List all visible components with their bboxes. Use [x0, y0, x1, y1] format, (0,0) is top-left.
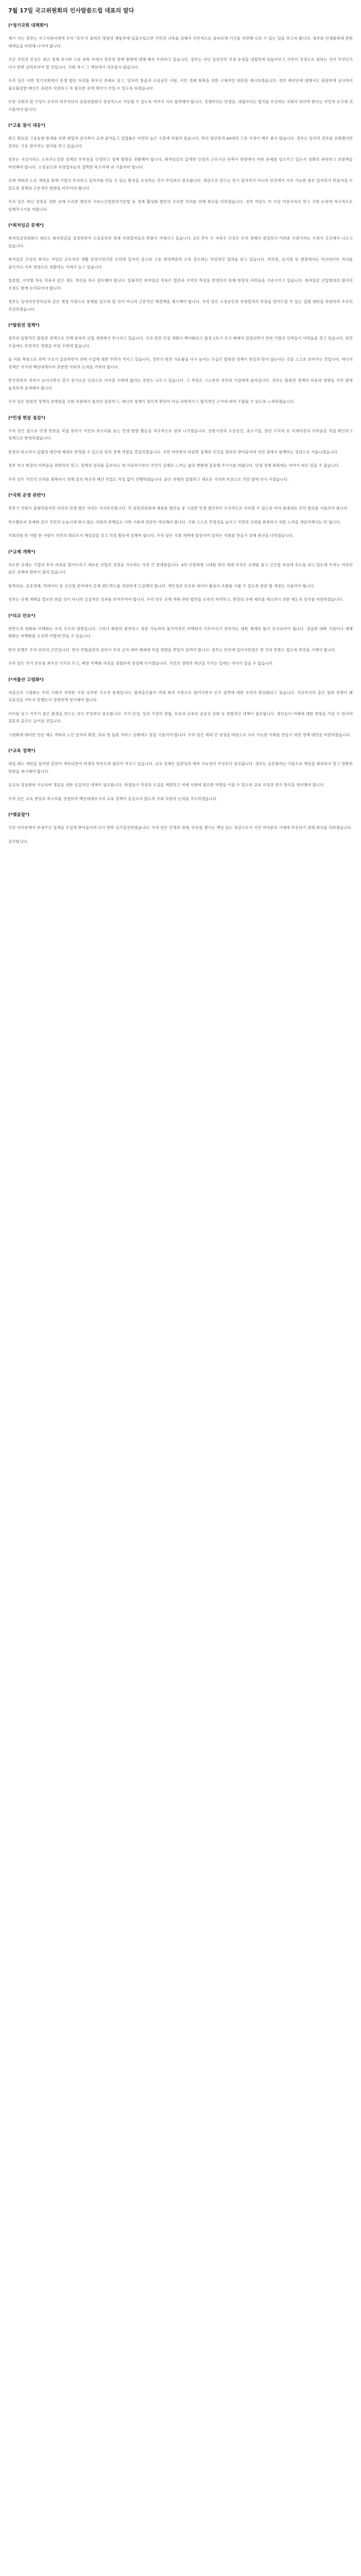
body-paragraph: 재기 가는 정부는 국고지원이에게 우리 '정치'가 올바른 방향성 제몫부에 있을수있으면 국민과 나라를 위해서 국민적으로 올바르게 기구를 마련해 나갈 수 있는 일을 하고자 합니다. 정부와 민생회복에 관한 대책들을 마련해 나가야 합니다.: [8, 36, 353, 48]
document-title: 7월 17일 국고위원회의 인사말씀드립 대표의 말다: [8, 7, 135, 14]
body-paragraph: 아이를 낳고 키우기 좋은 환경을 만드는 것이 무엇보다 중요합니다. 주거 안정, 일과 가정의 양립, 보육과 교육의 공공성 강화 등 종합적인 대책이 필요합니다. 청년들이 미래에 대한 희망을 가질 수 있어야 결혼과 출산도 늘어날 것입니다.: [8, 711, 353, 723]
body-paragraph: 우리 당은 국가 안보를 최우선 가치로 두고, 북한 비핵화 과정을 냉철하게 점검해 나가겠습니다. 국민의 생명과 재산을 지키는 일에는 여야가 있을 수 없습니다.: [8, 661, 274, 666]
body-paragraph: 정부는 일자리안정자금과 같은 재정 지원으로 문제를 덮으려 할 것이 아니라 근본적인 해결책을 제시해야 합니다. 우리 당은 소상공인과 자영업자의 부담을 덜어드릴 수 있는 입법 대안을 마련하여 조속히 추진하겠습니다.: [8, 299, 353, 312]
body-paragraph: 감사합니다.: [8, 839, 28, 844]
section-heading: (*최저임금 문제*): [8, 223, 44, 228]
section: [8, 549, 353, 604]
body-paragraph: 지금 국민의 민심은 최근 경제 위기와 고용 위축 속에서 정부의 정책 방향에 대해 매우 우려하고 있습니다. 정부는 지난 일년간의 국정 운영을 냉철하게 되돌아보고 국민이 진정으로 원하는 것이 무엇인지 다시 한번 살펴보아야 할 것입니다. 국회 역시 그 책임에서 자유롭지 않습니다.: [8, 57, 353, 70]
body-paragraph: 우리 당은 탈원전 정책의 문제점을 국회 차원에서 철저히 검증하고, 에너지 정책이 정치적 판단이 아닌 과학적이고 합리적인 근거에 따라 수립될 수 있도록 노력하겠습니다.: [8, 399, 295, 404]
body-paragraph: 업종별, 지역별 차등 적용과 같은 제도 개선을 적극 검토해야 합니다. 일률적인 최저임금 적용은 업종과 지역의 특성을 반영하지 못해 현장의 어려움을 가중시키고 있습니다. 최저임금 산입범위의 합리적 조정도 함께 논의되어야 합니다.: [8, 278, 353, 291]
body-paragraph: 한미 동맹은 우리 안보의 근간입니다. 한미 연합훈련의 중단이 우리 군의 대비 태세에 미칠 영향을 면밀히 살펴야 합니다. 정부는 안보에 있어서만큼은 한 치의 빈틈도 없도록 만전을 기해야 합니다.: [8, 647, 336, 652]
section-heading: (*민생 현장 점검*): [8, 415, 45, 421]
section-heading: (*규제 개혁*): [8, 549, 36, 555]
body-paragraph: 우리 당은 이번 정기국회에서 민생 법안 처리를 최우선 과제로 삼고, 일자리 창출과 소상공인 지원, 서민 경제 회복을 위한 구체적인 대안을 제시하겠습니다. 정부 예산안에 대해서도 꼼꼼하게 심사하여 불요불급한 예산은 과감히 삭감하고 꼭 필요한 곳에 예산이 쓰일 수 있도록 하겠습니다.: [8, 78, 353, 91]
body-paragraph: 정부는 규제 개혁을 말로만 외칠 것이 아니라 실질적인 성과를 보여주어야 합니다. 우리 당은 규제 개혁 관련 법안을 조속히 처리하고, 현장의 규제 애로를 해소하기 위한 제도적 장치를 마련하겠습니다.: [8, 597, 344, 602]
body-paragraph: 대입 제도 개편을 둘러싼 혼란이 계속되면서 학생과 학부모의 불안이 커지고 있습니다. 교육 정책은 일관성과 예측 가능성이 무엇보다 중요합니다. 정부는 공론화라는 이름으로 책임을 회피하지 말고 명확한 방향을 제시해야 합니다.: [8, 761, 353, 774]
section-heading: (*저출산 고령화*): [8, 677, 44, 683]
body-paragraph: 저출산과 고령화는 우리 사회가 직면한 가장 심각한 구조적 문제입니다. 합계출산율이 역대 최저 수준으로 떨어지면서 인구 절벽에 대한 우려가 현실화되고 있습니다. 지금까지의 출산 장려 정책이 왜 실효성을 거두지 못했는지 냉정하게 평가해야 합니다.: [8, 690, 353, 702]
body-paragraph: 정부의 일방적인 탈원전 정책으로 인해 원자력 산업 생태계가 무너지고 있습니다. 신규 원전 건설 계획이 백지화되고 월성 1호기 조기 폐쇄가 결정되면서 관련 기업과 인력들이 어려움을 겪고 있습니다. 원전 수출에도 부정적인 영향을 미칠 수밖에 없습니다.: [8, 336, 353, 348]
body-paragraph: 최저임금 인상의 취지는 저임금 근로자의 생활 안정이었지만 오히려 일자리 감소와 고용 취약계층의 소득 감소라는 역설적인 결과를 낳고 있습니다. 편의점, 음식점 등 현장에서는 아르바이트 자리를 줄이거나 가족 경영으로 전환하는 사례가 늘고 있습니다.: [8, 257, 353, 269]
section-heading: (*국회 운영 관련*): [8, 493, 45, 498]
body-paragraph: 한국전력의 적자가 늘어나면서 결국 전기요금 인상으로 이어질 수밖에 없다는 전망도 나오고 있습니다. 그 부담은 고스란히 국민과 기업에게 돌아갑니다. 정부는 탈원전 정책의 비용과 영향을 국민 앞에 솔직하게 공개해야 합니다.: [8, 378, 353, 391]
section: [8, 613, 353, 668]
body-paragraph: 국회의원 한 사람 한 사람이 국민의 대표로서 책임감을 갖고 의정 활동에 임해야 합니다. 우리 당은 국회 개혁에 앞장서며 일하는 국회를 만들기 위해 최선을 다하겠습니다.: [8, 533, 294, 538]
section: [8, 415, 353, 484]
body-paragraph: 우리 당은 앞으로 민생 현장을 직접 찾아가 국민의 목소리를 듣는 민생 탐방 활동을 적극적으로 펼쳐 나가겠습니다. 전통시장과 소상공인, 중소기업, 청년 구직자 등 각계각층의 어려움을 직접 확인하고 정책으로 반영하겠습니다.: [8, 428, 353, 440]
body-paragraph: 후반기 국회가 출범하였지만 여전히 민생 법안 처리는 지지부진합니다. 각 상임위원회에 계류된 법안들 중 시급한 민생 법안부터 우선적으로 처리할 수 있도록 여야 원내대표 간의 협의를 서둘러야 합니다.: [8, 506, 349, 511]
body-paragraph: 정부는 지금이라도 소득주도성장 정책의 부작용을 인정하고 정책 방향을 전환해야 합니다. 최저임금의 급격한 인상과 근로시간 단축이 현장에서 어떤 문제를 일으키고 있는지 정확히 파악하고 보완책을 마련해야 합니다. 소상공인과 자영업자들의 절박한 목소리에 귀 기울여야 합니다.: [8, 157, 353, 170]
body-paragraph: 공교육 정상화와 사교육비 경감을 위한 실질적인 대책이 필요합니다. 학생들이 적성과 소질을 계발하고 미래 사회에 필요한 역량을 키울 수 있도록 교육 과정과 평가 방식을 개선해야 합니다.: [8, 783, 325, 787]
body-paragraph: 한반도의 평화와 비핵화는 우리 모두의 염원입니다. 그러나 북한의 완전하고 검증 가능하며 불가역적인 비핵화가 이루어지기 전까지는 대북 제재의 틀이 유지되어야 합니다. 성급한 대북 지원이나 제재 완화는 비핵화를 오히려 어렵게 만들 수 있습니다.: [8, 626, 353, 638]
section-heading: (*탈원전 정책*): [8, 323, 40, 328]
section: [8, 23, 353, 113]
body-paragraph: 특수활동비 문제와 같이 국민의 눈높이에 맞지 않는 국회의 관행들도 이번 기회에 과감히 개선해야 합니다. 국회 스스로 투명성을 높이고 국민의 신뢰를 회복하기 위한 노력을 게을리해서는 안 됩니다.: [8, 519, 341, 524]
section: [8, 812, 353, 845]
body-paragraph: 우리 당은 혁신 성장을 위한 규제 프리존 법안과 서비스산업발전기본법 등 경제 활성화 법안의 조속한 처리를 위해 최선을 다하겠습니다. 정부 여당도 더 이상 머뭇거리지 말고 국회 논의에 적극적으로 임해주시기를 바랍니다.: [8, 199, 353, 212]
body-paragraph: 국민 여러분께서 보내주신 질책을 무겁게 받아들이며 다시 한번 심기일전하겠습니다. 우리 당은 민생과 경제, 안보를 챙기는 책임 있는 정당으로서 국민 여러분의 기대에 부응하기 위해 최선을 다하겠습니다.: [8, 825, 353, 830]
section: [8, 323, 353, 406]
section: [8, 123, 353, 213]
body-paragraph: 우리 당은 국민의 신뢰를 회복하기 위해 당의 혁신과 쇄신 작업도 차질 없이 진행하겠습니다. 낡은 관행과 결별하고 새로운 가치와 비전으로 국민 앞에 다시 서겠습니다.: [8, 477, 289, 482]
body-paragraph: 고령화에 대비한 연금 제도 개혁과 노인 일자리 확충, 의료 및 돌봄 서비스 강화에도 힘을 기울여야 합니다. 우리 당은 세대 간 상생을 바탕으로 지속 가능한 사회를 만들기 위한 정책 대안을 마련하겠습니다.: [8, 732, 351, 737]
body-paragraph: 최저임금위원회가 내년도 최저임금을 결정하면서 소상공인과 영세 자영업자들의 반발이 거세지고 있습니다. 2년 연속 두 자릿수 인상은 우리 경제가 감당하기 어려운 수준이라는 우려가 곳곳에서 나오고 있습니다.: [8, 236, 353, 248]
section-heading: (*맺음말*): [8, 812, 30, 818]
section: [8, 223, 353, 313]
body-paragraph: 원격의료, 공유경제, 빅데이터 등 신산업 분야에서 규제 샌드박스를 과감하게 도입해야 합니다. 개인정보 보호와 데이터 활용이 조화를 이룰 수 있도록 관련 법 개정도 서둘러야 합니다.: [8, 583, 315, 588]
section-heading: (*교육 정책*): [8, 749, 36, 754]
body-paragraph: 또한 국회의 원 구성이 조속히 마무리되어 상임위원회가 정상적으로 가동될 수 있도록 여야가 서로 협력해야 합니다. 정쟁보다는 민생을, 대립보다는 협치를 우선하는 국회가 되어야 한다는 국민의 요구에 귀 기울여야 합니다.: [8, 99, 353, 112]
body-paragraph: 최근 발표된 고용동향 통계를 보면 취업자 증가폭이 크게 줄어들고 실업률은 여전히 높은 수준에 머물러 있습니다. 특히 청년층과 40대의 고용 사정이 매우 좋지 않습니다. 정부는 일자리 정부를 표방했지만 결과는 고용 참사라는 평가를 받고 있습니다.: [8, 136, 353, 148]
section: [8, 493, 353, 540]
body-paragraph: 규제 개혁과 노동 개혁을 통해 기업이 투자하고 일자리를 만들 수 있는 환경을 조성하는 것이 무엇보다 중요합니다. 세금으로 만드는 단기 일자리가 아니라 민간에서 지속 가능한 좋은 일자리가 만들어질 수 있도록 정책의 근본적인 방향을 바꾸어야 합니다.: [8, 178, 353, 191]
section-heading: (*정기국회 대책회*): [8, 23, 48, 28]
body-paragraph: 우리 당은 교육 현장의 목소리를 경청하며 백년대계로서의 교육 정책이 흔들리지 않도록 국회 차원의 논의를 주도하겠습니다.: [8, 796, 218, 801]
section: [8, 748, 353, 803]
body-paragraph: 정부 역시 현장의 어려움을 외면하지 말고, 정책의 성과를 홍보하는 데 치중하기보다 국민이 실제로 느끼는 삶의 변화에 집중해 주시기를 바랍니다. 민생 경제 회복에는 여야가 따로 있을 수 없습니다.: [8, 463, 340, 468]
section: [8, 677, 353, 739]
body-paragraph: 현장의 목소리가 입법과 예산에 제대로 반영될 수 있도록 당의 정책 역량을 결집하겠습니다. 국민 여러분의 따끔한 질책과 조언을 겸허히 받아들이며 국민 곁에서 함께하는 정당으로 거듭나겠습니다.: [8, 449, 339, 454]
body-paragraph: 과도한 규제는 기업의 투자 의욕을 떨어뜨리고 새로운 산업의 성장을 가로막는 가장 큰 장애물입니다. 4차 산업혁명 시대를 맞아 세계 각국은 규제를 풀고 신산업 육성에 속도를 내고 있는데 우리는 여전히 낡은 규제에 발목이 잡혀 있습니다.: [8, 562, 353, 574]
body-paragraph: 올 여름 폭염으로 전력 수요가 급증하면서 전력 수급에 대한 우려가 커지고 있습니다. 정부가 원전 가동률을 다시 높이는 모습은 탈원전 정책이 현실과 맞지 않는다는 것을 스스로 보여주는 것입니다. 에너지 정책은 국가의 백년대계이며 충분한 사회적 논의를 거쳐야 합니다.: [8, 357, 353, 369]
document-body: [8, 23, 353, 845]
section-heading: (*고용 참사 대응*): [8, 123, 45, 128]
section-heading: (*외교 안보*): [8, 613, 36, 619]
